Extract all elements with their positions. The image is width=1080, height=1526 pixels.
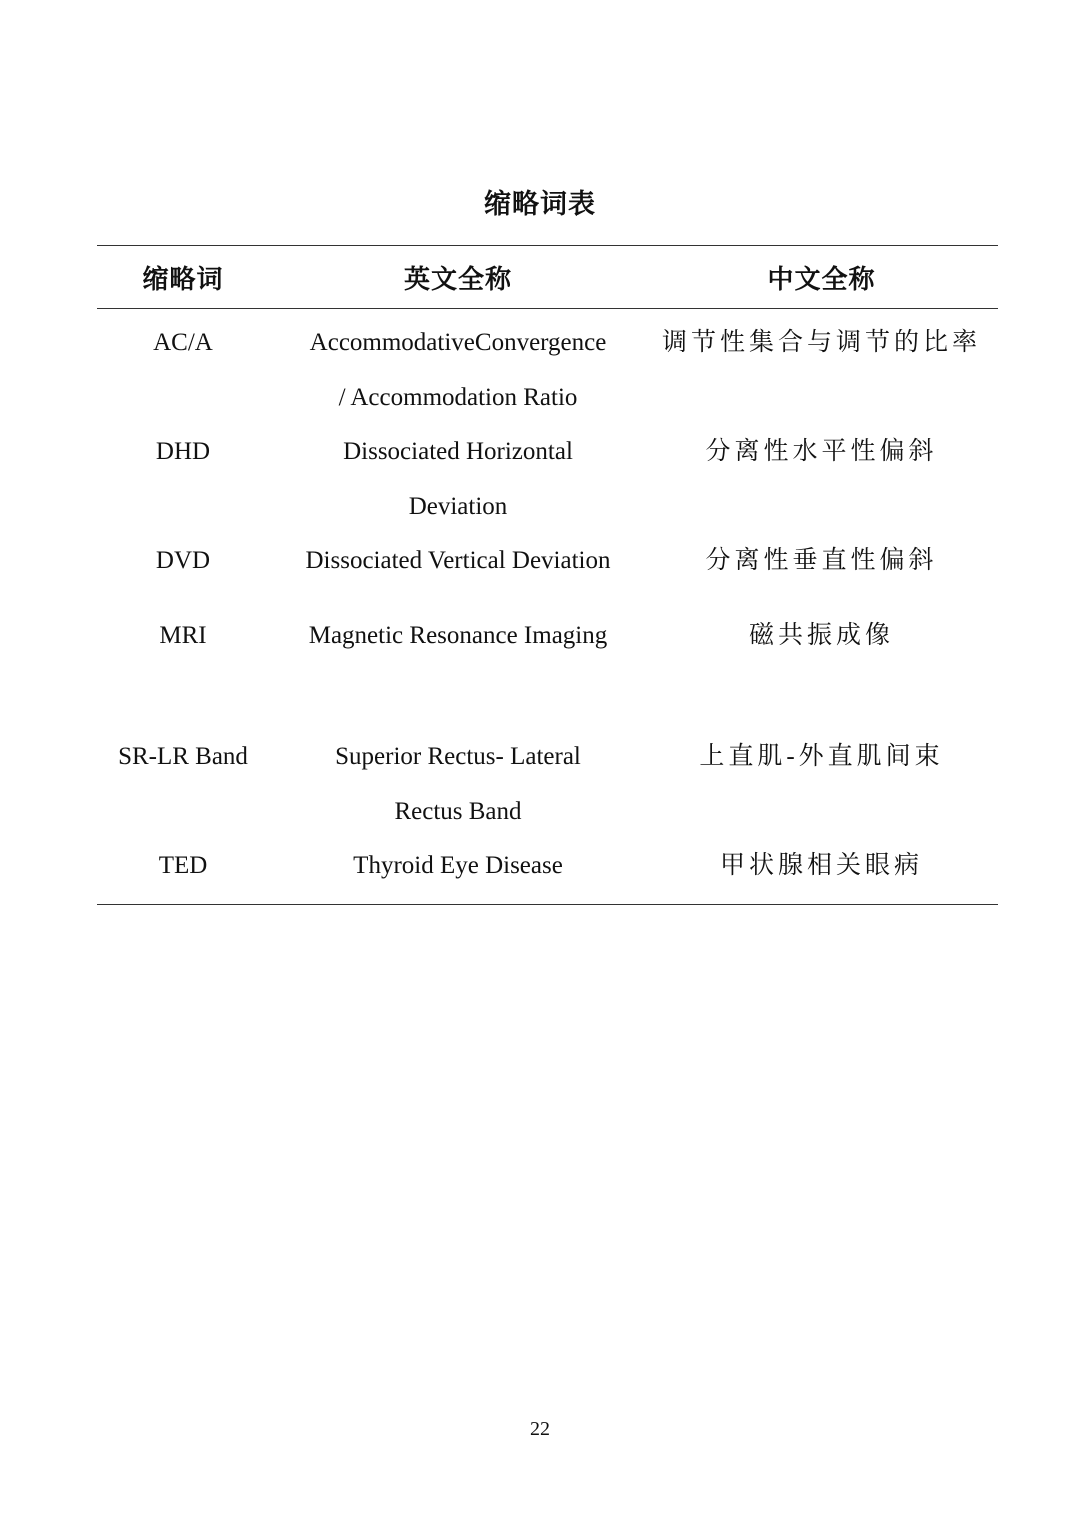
table-row: [97, 316, 998, 425]
english-name-line: / Accommodation Ratio: [338, 383, 578, 411]
abbreviation-cell: AC/A: [153, 329, 213, 356]
table-row: [97, 425, 998, 534]
table-row: [97, 839, 998, 894]
header-chinese-full-name: 中文全称: [767, 265, 876, 294]
table-bottom-rule: [97, 904, 998, 905]
abbreviation-cell: SR-LR Band: [118, 743, 248, 770]
english-name-cell: [277, 425, 639, 534]
english-name-line: Magnetic Resonance Imaging: [308, 622, 608, 649]
chinese-name-cell: 磁共振成像: [748, 622, 894, 649]
english-name-line: Dissociated Vertical Deviation: [305, 547, 611, 574]
chinese-name-cell: 上直肌-外直肌间束: [699, 743, 944, 770]
page-title: 缩略词表: [484, 189, 596, 219]
english-name-line: Rectus Band: [394, 797, 522, 825]
abbreviation-cell: DHD: [155, 438, 211, 465]
table-header-rule: [97, 308, 998, 309]
abbreviation-cell: DVD: [155, 547, 211, 574]
table-header-row: [97, 258, 998, 302]
header-english-full-name: 英文全称: [403, 265, 512, 294]
english-name-cell: [277, 839, 639, 894]
english-name-cell: [277, 534, 639, 589]
chinese-name-cell: 调节性集合与调节的比率: [661, 329, 981, 356]
table-row: [97, 609, 998, 664]
chinese-name-cell: 分离性垂直性偏斜: [705, 547, 938, 574]
english-name-line: AccommodativeConvergence: [309, 329, 607, 356]
english-name-cell: [277, 730, 639, 839]
english-name-cell: [277, 609, 639, 664]
chinese-name-cell: 甲状腺相关眼病: [719, 852, 923, 879]
table-top-rule: [97, 245, 998, 246]
english-name-line: Dissociated Horizontal: [343, 438, 573, 465]
table-row: [97, 730, 998, 839]
header-abbreviation: 缩略词: [142, 265, 224, 294]
table-row: [97, 534, 998, 589]
english-name-line: Superior Rectus- Lateral: [335, 743, 581, 770]
english-name-line: Thyroid Eye Disease: [353, 852, 563, 879]
english-name-line: Deviation: [408, 492, 508, 520]
chinese-name-cell: 分离性水平性偏斜: [705, 438, 938, 465]
page-number: 22: [530, 1418, 550, 1440]
abbreviation-cell: MRI: [159, 622, 207, 649]
english-name-cell: [277, 316, 639, 425]
abbreviation-cell: TED: [158, 852, 208, 879]
